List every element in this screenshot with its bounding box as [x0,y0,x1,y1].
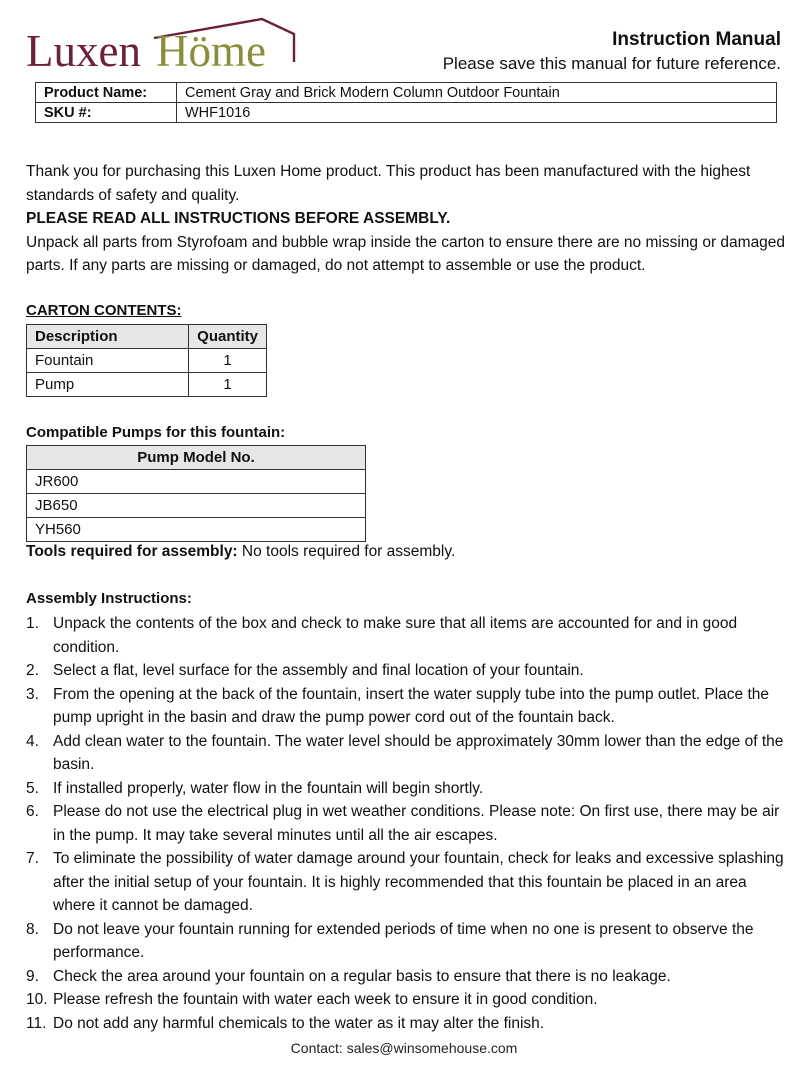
intro-section [26,160,786,278]
list-item [26,965,786,989]
step-text: To eliminate the possibility of water damage around your fountain, check for leaks and excessive splashing after the initial setup of your fountain. It is highly recommended that this fountain be placed in an area where it cannot be damaged. [53,850,784,914]
step-number: 9. [26,967,39,985]
read-instructions-warning: PLEASE READ ALL INSTRUCTIONS BEFORE ASSEMBLY. [26,210,451,227]
carton-item-description: Fountain [27,349,189,373]
col-description: Description [27,325,189,349]
step-text: Select a flat, level surface for the assembly and final location of your fountain. [53,662,584,679]
list-item [26,683,786,730]
document-subtitle: Please save this manual for future reference. [442,54,781,73]
logo-text-luxen: Luxen [26,26,141,74]
col-quantity: Quantity [189,325,267,349]
compatible-pumps-table [26,445,366,542]
table-row [27,518,366,542]
step-text: Please do not use the electrical plug in wet weather conditions. Please note: On first use, there may be air in the pump. It may take several minutes until all the air escapes. [53,803,780,844]
list-item [26,777,786,801]
step-text: Do not add any harmful chemicals to the water as it may alter the finish. [53,1014,545,1032]
step-number: 2. [26,662,39,679]
col-pump-model: Pump Model No. [27,446,366,470]
pump-header-row [27,446,366,470]
product-name-label: Product Name: [36,83,177,103]
list-item [26,1012,786,1036]
contact-footer: Contact: sales@winsomehouse.com [290,1040,518,1056]
header-block [443,28,781,76]
step-text: From the opening at the back of the fountain, insert the water supply tube into the pump outlet. Place the pump upright in the basin and draw the pump power cord out of the fountain back. [53,685,770,726]
step-number: 4. [26,732,39,750]
list-item [26,800,786,847]
tools-value: No tools required for assembly. [237,543,456,560]
table-row [27,470,366,494]
thanks-paragraph: Thank you for purchasing this Luxen Home product. This product has been manufactured with the highest standards of safety and quality. [26,163,751,204]
product-info-table [35,82,777,123]
list-item [26,847,786,918]
tools-required [26,543,455,561]
luxen-home-logo [26,16,298,74]
sku-row [36,103,777,123]
pump-model: JB650 [27,494,366,518]
carton-item-quantity: 1 [189,349,267,373]
step-number: 3. [26,685,39,703]
assembly-steps-list [26,612,786,1035]
carton-contents-table [26,324,267,397]
product-name-value: Cement Gray and Brick Modern Column Outdoor Fountain [177,83,777,103]
step-text: Please refresh the fountain with water each week to ensure it in good condition. [53,991,598,1008]
sku-value: WHF1016 [177,103,777,123]
assembly-heading: Assembly Instructions: [26,590,192,607]
tools-label: Tools required for assembly: [26,543,238,560]
compatible-pumps-heading: Compatible Pumps for this fountain: [26,424,286,441]
list-item [26,612,786,659]
step-text: Add clean water to the fountain. The water level should be approximately 30mm lower than the edge of the basin. [53,732,784,773]
table-row [27,349,267,373]
carton-contents-heading: CARTON CONTENTS: [26,302,182,319]
step-number: 11. [26,1014,47,1032]
sku-label: SKU #: [36,103,177,123]
logo-text-home: Höme [156,26,266,74]
logo-mark [26,16,298,74]
unpack-paragraph: Unpack all parts from Styrofoam and bubble wrap inside the carton to ensure there are no missing or damaged parts. If any parts are missing or damaged, do not attempt to assemble or use the product. [26,233,786,274]
step-number: 1. [26,615,39,632]
step-number: 10. [26,991,48,1008]
step-number: 5. [26,779,39,797]
document-title: Instruction Manual [612,29,781,50]
product-name-row [36,83,777,103]
carton-item-description: Pump [27,373,189,397]
list-item [26,730,786,777]
table-row [27,494,366,518]
list-item [26,659,786,683]
pump-model: YH560 [27,518,366,542]
step-text: If installed properly, water flow in the fountain will begin shortly. [53,779,484,797]
carton-item-quantity: 1 [189,373,267,397]
step-number: 7. [26,850,39,867]
pump-model: JR600 [27,470,366,494]
carton-header-row [27,325,267,349]
list-item [26,918,786,965]
step-text: Do not leave your fountain running for extended periods of time when no one is present to observe the performance. [53,920,754,961]
list-item [26,988,786,1012]
step-number: 8. [26,920,39,938]
step-number: 6. [26,803,39,820]
step-text: Unpack the contents of the box and check to make sure that all items are accounted for and in good condition. [53,615,738,656]
step-text: Check the area around your fountain on a regular basis to ensure that there is no leakage. [53,967,671,985]
table-row [27,373,267,397]
